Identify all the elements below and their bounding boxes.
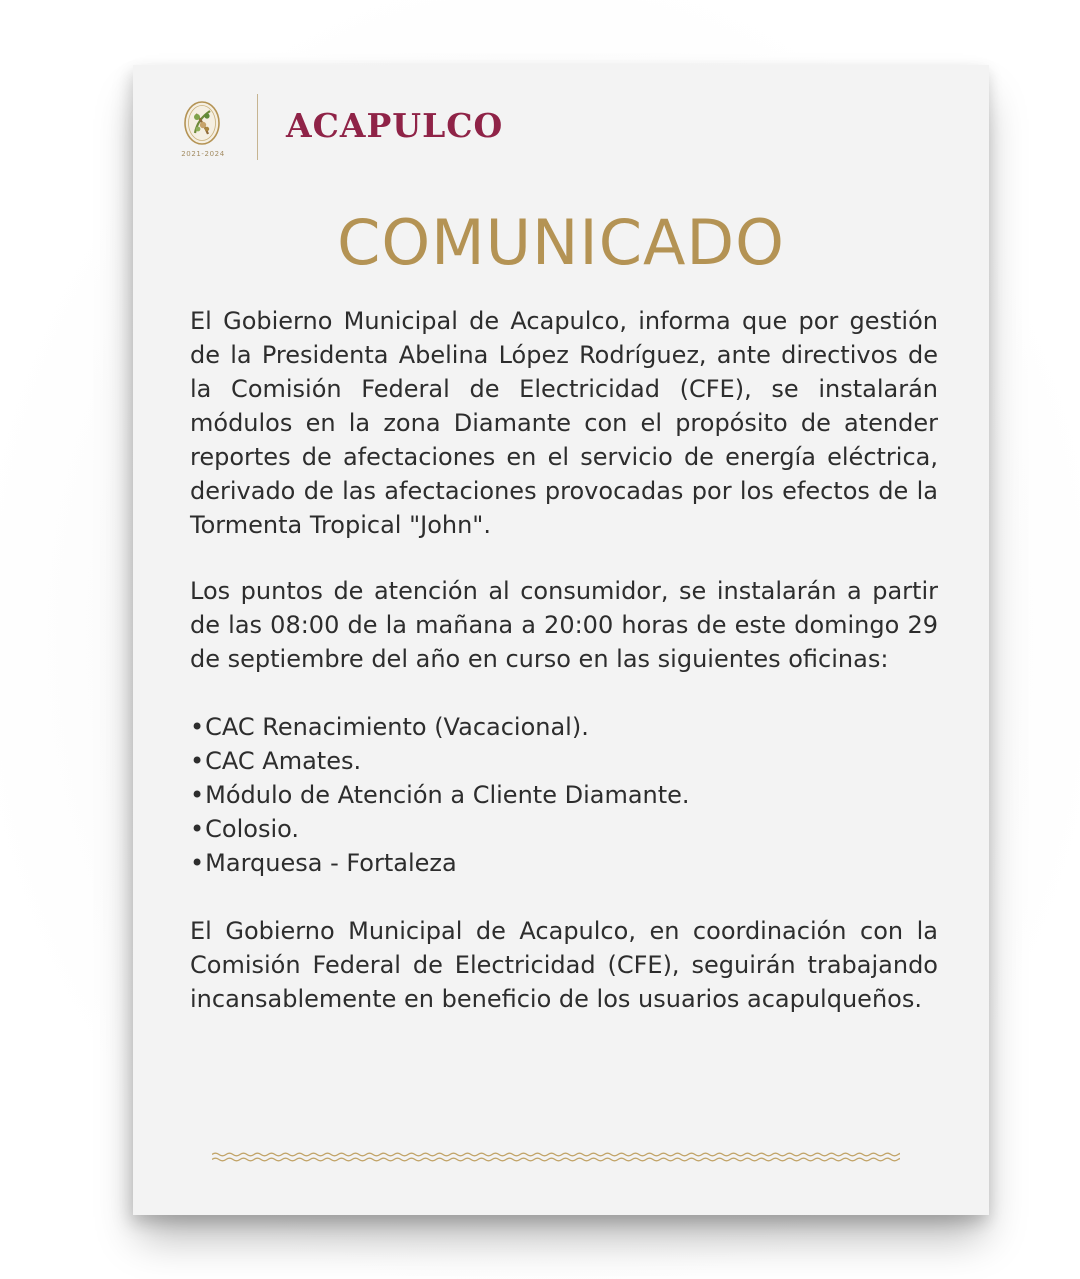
office-label: Módulo de Atención a Cliente Diamante. <box>205 781 690 809</box>
list-item <box>190 846 938 880</box>
paragraph-intro: El Gobierno Municipal de Acapulco, informa que por gestión de la Presidenta Abelina López Rodríguez, ante directivos de la Comisión Federal de Electricidad (CFE), se instalarán módulos en la zona Diamante con el propósito de atender reportes de afectaciones en el servicio de energía eléctrica, derivado de las afectaciones provocadas por los efectos de la Tormenta Tropical "John". <box>190 307 938 539</box>
paragraph-schedule: Los puntos de atención al consumidor, se instalarán a partir de las 08:00 de la mañana a 20:00 horas de este domingo 29 de septiembre del año en curso en las siguientes oficinas: <box>190 577 938 673</box>
list-item <box>190 744 938 778</box>
seal-years: 2021-2024 <box>181 150 225 158</box>
list-item <box>190 778 938 812</box>
municipal-seal-icon <box>183 100 221 146</box>
bullet-icon: • <box>190 747 205 775</box>
office-label: Colosio. <box>205 815 300 843</box>
header-divider <box>257 94 258 160</box>
office-label: CAC Amates. <box>205 747 362 775</box>
bullet-icon: • <box>190 849 205 877</box>
list-item <box>190 812 938 846</box>
paragraph-closing: El Gobierno Municipal de Acapulco, en coordinación con la Comisión Federal de Electricidad (CFE), seguirán trabajando incansablemente en beneficio de los usuarios acapulqueños. <box>190 917 938 1013</box>
list-item <box>190 710 938 744</box>
bullet-icon: • <box>190 713 205 741</box>
brand-wordmark: ACAPULCO <box>286 106 504 145</box>
office-label: CAC Renacimiento (Vacacional). <box>205 713 589 741</box>
office-label: Marquesa - Fortaleza <box>205 849 457 877</box>
decorative-wave-divider <box>212 1150 900 1164</box>
bullet-icon: • <box>190 781 205 809</box>
page-title: COMUNICADO <box>337 206 785 279</box>
bullet-icon: • <box>190 815 205 843</box>
header <box>176 92 516 168</box>
offices-list <box>190 710 938 880</box>
